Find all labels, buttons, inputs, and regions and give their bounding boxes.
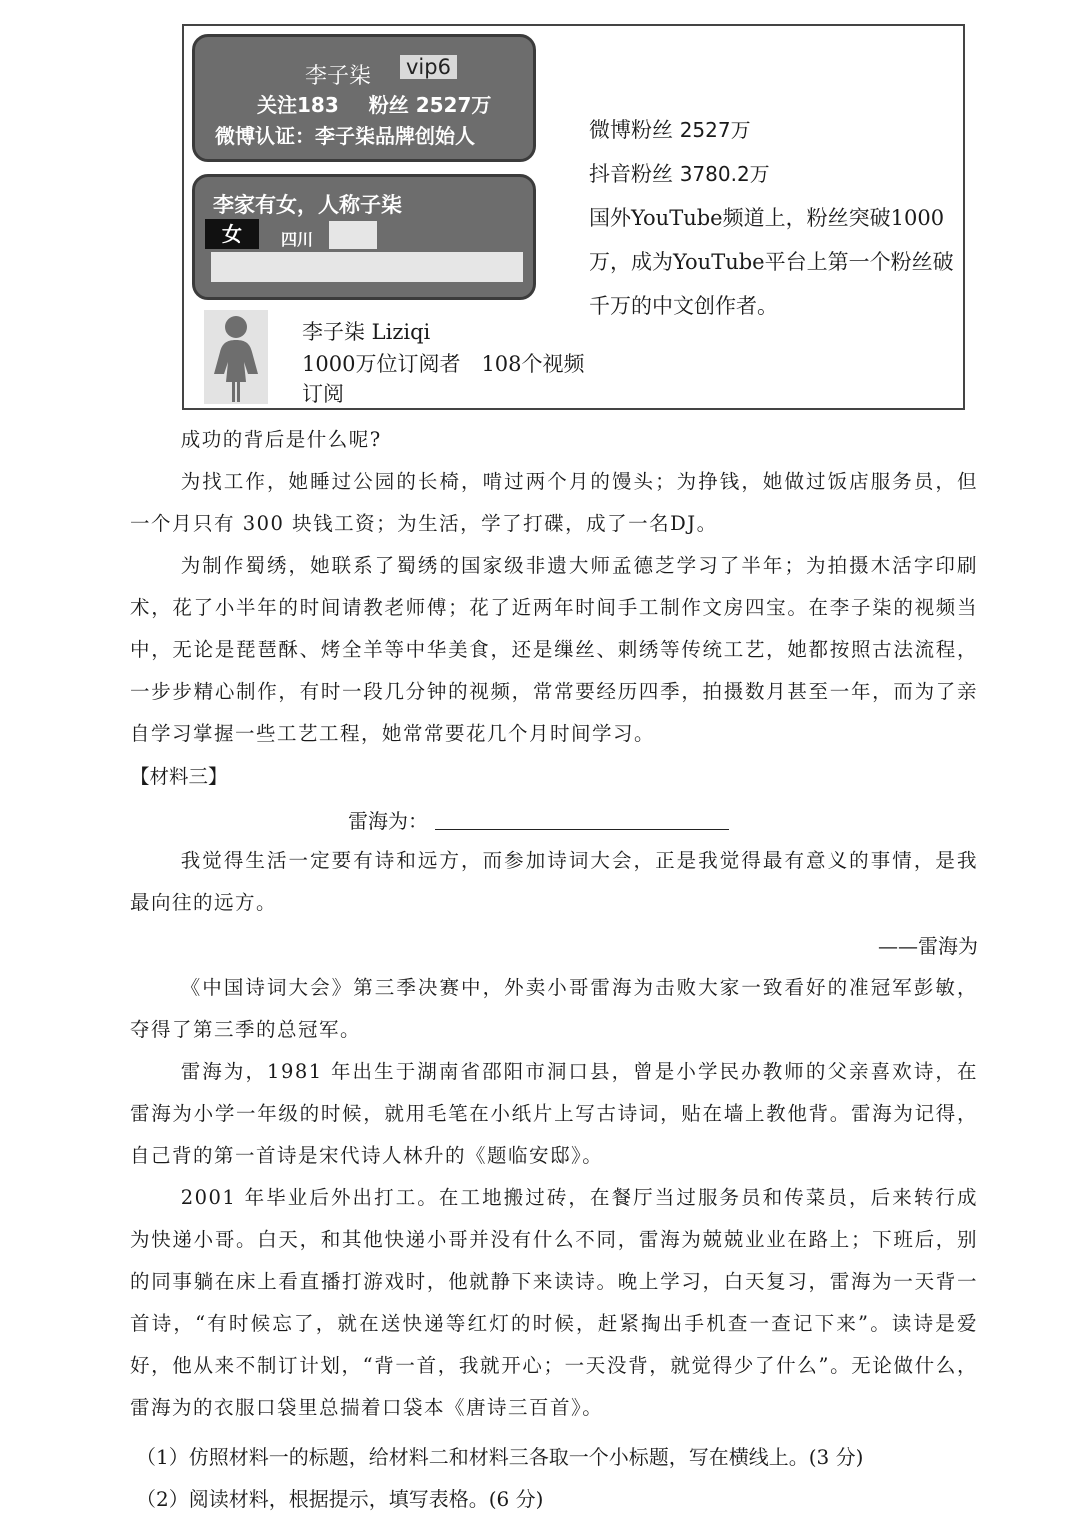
paragraph: 2001 年毕业后外出打工。在工地搬过砖，在餐厅当过服务员和传菜员，后来转行成为快递小哥。白天，和其他快递小哥并没有什么不同，雷海为兢兢业业在路上；下班后，别的同事躺在床上看直播打游戏时，他就静下来读诗。晚上学习，白天复习，雷海为一天背一首诗，“有时候忘了，就在送快递等红灯的时候，赶紧掏出手机查一查记下来”。读诗是爱好，他从来不制订计划，“背一首，我就开心；一天没背，就觉得少了什么”。无论做什么，雷海为的衣服口袋里总揣着口袋本《唐诗三百首》。 bbox=[130, 1186, 978, 1419]
paragraph: 为制作蜀绣，她联系了蜀绣的国家级非遗大师孟德芝学习了半年；为拍摄木活字印刷术，花了小半年的时间请教老师傅；花了近两年时间手工制作文房四宝。在李子柒的视频当中，无论是琵琶酥、烤全羊等中华美食，还是缫丝、刺绣等传统工艺，她都按照古法流程，一步步精心制作，有时一段几分钟的视频，常常要经历四季，拍摄数月甚至一年，而为了亲自学习掌握一些工艺工程，她常常要花几个月时间学习。 bbox=[130, 554, 978, 745]
followers-count: 粉丝 2527万 bbox=[368, 93, 492, 117]
youtube-channel-name: 李子柒 Liziqi bbox=[302, 320, 431, 344]
material-three-text bbox=[130, 967, 978, 1429]
question-line: 成功的背后是什么呢? bbox=[180, 428, 382, 451]
paragraph: 雷海为，1981 年出生于湖南省邵阳市洞口县，曾是小学民办教师的父亲喜欢诗，在雷海为小学一年级的时候，就用毛笔在小纸片上写古诗词，贴在墙上教他背。雷海为记得，自己背的第一首诗是宋代诗人林升的《题临安邸》。 bbox=[130, 1060, 978, 1167]
redacted-bar bbox=[211, 252, 523, 282]
subtitle-label: 雷海为： bbox=[348, 809, 428, 833]
paragraph: 《中国诗词大会》第三季决赛中，外卖小哥雷海为击败大家一致看好的准冠军彭敏，夺得了第三季的总冠军。 bbox=[130, 976, 978, 1041]
douyin-fans: 抖音粉丝 3780.2万 bbox=[589, 162, 770, 186]
quote-text: 我觉得生活一定要有诗和远方，而参加诗词大会，正是我觉得最有意义的事情，是我最向往的远方。 bbox=[130, 849, 978, 914]
verification-text: 微博认证：李子柒品牌创始人 bbox=[215, 124, 475, 148]
bio-title: 李家有女，人称子柒 bbox=[213, 193, 402, 217]
youtube-fans-text: 国外YouTube频道上，粉丝突破1000万，成为YouTube平台上第一个粉丝破千万的中文创作者。 bbox=[589, 206, 954, 318]
vip-badge: vip6 bbox=[400, 55, 457, 79]
question-1: （1）仿照材料一的标题，给材料二和材料三各取一个小标题，写在横线上。(3 分) bbox=[136, 1445, 864, 1469]
answer-blank-line[interactable] bbox=[435, 829, 729, 830]
subscribe-button[interactable]: 订阅 bbox=[302, 382, 344, 406]
weibo-profile-card bbox=[192, 34, 536, 162]
material-three-heading: 【材料三】 bbox=[130, 765, 228, 788]
paragraph: 为找工作，她睡过公园的长椅，啃过两个月的馒头；为挣钱，她做过饭店服务员，但一个月只有 300 块钱工资；为生活，学了打碟，成了一名DJ。 bbox=[130, 470, 978, 535]
fan-stats bbox=[589, 108, 959, 328]
question-list bbox=[136, 1436, 863, 1520]
weibo-fans: 微博粉丝 2527万 bbox=[589, 118, 751, 142]
redacted-field bbox=[329, 221, 377, 249]
quote-block bbox=[130, 840, 978, 924]
youtube-subscribers: 1000万位订阅者 108个视频 bbox=[302, 352, 585, 376]
profile-name: 李子柒 bbox=[305, 64, 372, 89]
gender-badge: 女 bbox=[205, 219, 259, 249]
person-icon bbox=[204, 310, 268, 404]
profile-figure bbox=[182, 24, 965, 410]
bio-card bbox=[192, 174, 536, 300]
region-text: 四川 bbox=[281, 230, 314, 249]
question-2: （2）阅读材料，根据提示，填写表格。(6 分) bbox=[136, 1487, 544, 1511]
quote-signature: ——雷海为 bbox=[878, 934, 978, 958]
material-two-text bbox=[130, 419, 978, 755]
follow-stats bbox=[257, 89, 521, 118]
following-count: 关注183 bbox=[257, 93, 339, 117]
avatar bbox=[204, 310, 268, 404]
